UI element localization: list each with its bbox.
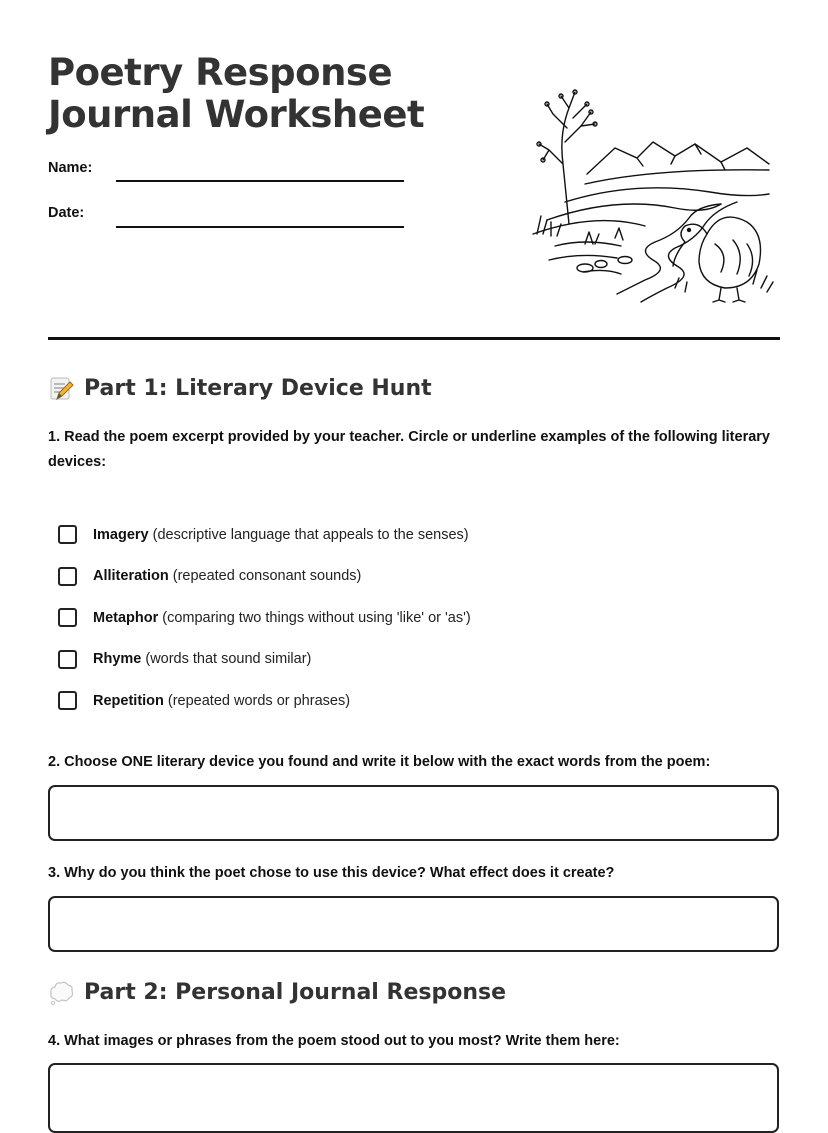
device-description: (repeated consonant sounds) [172, 568, 362, 585]
checkbox[interactable] [58, 525, 77, 544]
question-3: 3. Why do you think the poet chose to use this device? What effect does it create? [48, 865, 615, 881]
memo-pencil-icon [48, 375, 75, 402]
worksheet-title [48, 52, 424, 136]
question-2: 2. Choose ONE literary device you found and write it below with the exact words from the poem: [48, 754, 711, 770]
checkbox[interactable] [58, 650, 77, 669]
part1-heading-text: Part 1: Literary Device Hunt [84, 376, 432, 401]
part2-heading [48, 979, 506, 1006]
thought-bubble-icon [48, 979, 75, 1006]
part1-heading [48, 375, 432, 402]
answer-box-2[interactable] [48, 785, 779, 841]
checklist-item-rhyme[interactable] [58, 639, 471, 681]
title-line-1: Poetry Response [48, 51, 393, 94]
checklist-item-repetition[interactable] [58, 680, 471, 722]
question-4: 4. What images or phrases from the poem stood out to you most? Write them here: [48, 1033, 620, 1049]
name-label: Name: [48, 160, 93, 176]
checkbox[interactable] [58, 608, 77, 627]
device-checklist [58, 514, 471, 722]
device-description: (words that sound similar) [145, 651, 312, 668]
question-1: 1. Read the poem excerpt provided by your teacher. Circle or underline examples of the following literary devices: [48, 429, 770, 470]
answer-box-3[interactable] [48, 896, 779, 952]
device-description: (repeated words or phrases) [167, 692, 351, 709]
device-description: (descriptive language that appeals to the senses) [152, 526, 469, 543]
device-term: Alliteration [93, 568, 169, 585]
name-field[interactable] [116, 180, 404, 182]
landscape-kiwi-illustration [525, 84, 775, 306]
part2-heading-text: Part 2: Personal Journal Response [84, 980, 506, 1005]
device-term: Metaphor [93, 609, 159, 626]
checklist-item-metaphor[interactable] [58, 597, 471, 639]
checklist-item-alliteration[interactable] [58, 556, 471, 598]
section-divider [48, 337, 780, 340]
title-line-2: Journal Worksheet [48, 93, 425, 136]
checkbox[interactable] [58, 567, 77, 586]
device-term: Imagery [93, 526, 149, 543]
device-term: Repetition [93, 692, 164, 709]
date-label: Date: [48, 205, 85, 221]
checkbox[interactable] [58, 691, 77, 710]
answer-box-4[interactable] [48, 1063, 779, 1133]
device-term: Rhyme [93, 651, 142, 668]
date-field[interactable] [116, 226, 404, 228]
checklist-item-imagery[interactable] [58, 514, 471, 556]
device-description: (comparing two things without using 'like' or 'as') [162, 609, 471, 626]
